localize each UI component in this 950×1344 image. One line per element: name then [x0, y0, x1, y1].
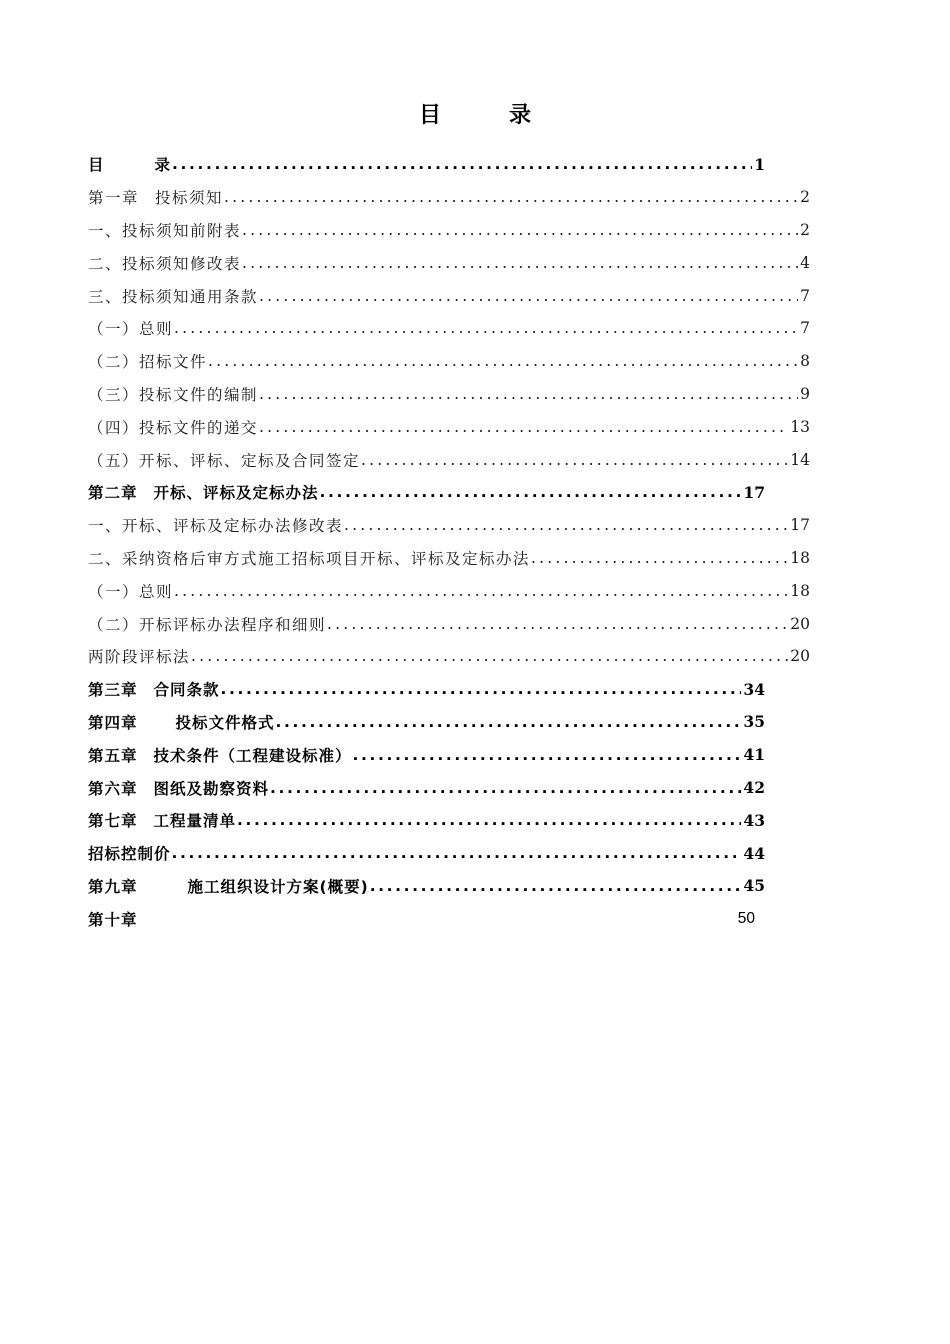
toc-entry[interactable]: [88, 476, 765, 509]
toc-entry[interactable]: [88, 673, 765, 706]
toc-page-number: 35: [743, 712, 765, 732]
toc-page-number: 43: [743, 810, 765, 830]
toc-page-number: 13: [790, 417, 810, 436]
toc-dot-leader: [208, 352, 798, 370]
toc-entry-label: 二、投标须知修改表: [88, 254, 242, 273]
toc-page-number: 20: [790, 614, 810, 633]
toc-entry-label: 三、投标须知通用条款: [88, 287, 259, 306]
toc-page-number: 18: [790, 548, 810, 567]
toc-page-number: 34: [743, 679, 765, 699]
toc-dot-leader: [224, 188, 798, 206]
toc-dot-leader: [531, 549, 788, 567]
toc-entry-label: 第七章 工程量清单: [88, 812, 237, 831]
toc-entry-label: 第六章 图纸及勘察资料: [88, 779, 270, 798]
toc-entry[interactable]: [88, 574, 810, 607]
toc-dot-leader: [221, 680, 742, 698]
toc-entry[interactable]: [88, 345, 810, 378]
toc-page-number: 7: [800, 319, 810, 338]
toc-entry-label: 第九章 施工组织设计方案(概要): [88, 877, 369, 896]
table-of-contents: [88, 148, 810, 935]
toc-entry-label: （一）总则: [88, 320, 174, 339]
toc-entry-label: （四）投标文件的递交: [88, 418, 259, 437]
toc-entry[interactable]: [88, 771, 765, 804]
toc-page-number: 18: [790, 581, 810, 600]
toc-entry-label: 第四章 投标文件格式: [88, 713, 275, 732]
toc-entry-label: （三）投标文件的编制: [88, 385, 259, 404]
toc-page-number: 8: [800, 352, 810, 371]
toc-page-number: 2: [800, 188, 810, 207]
toc-dot-leader: [172, 155, 752, 173]
toc-entry[interactable]: [88, 279, 810, 312]
toc-dot-leader: [344, 516, 788, 534]
toc-entry-label: 目 录: [88, 156, 172, 175]
toc-page-number: 17: [743, 482, 765, 502]
toc-entry[interactable]: [88, 542, 810, 575]
toc-page-number: 1: [754, 154, 765, 174]
toc-entry[interactable]: [88, 738, 765, 771]
toc-entry-label: 招标控制价: [88, 845, 171, 864]
toc-page-number: 45: [743, 876, 765, 896]
toc-entry-label: 一、开标、评标及定标办法修改表: [88, 517, 344, 536]
toc-entry[interactable]: [88, 443, 810, 476]
toc-dot-leader: [174, 582, 788, 600]
toc-entry[interactable]: [88, 640, 810, 673]
toc-dot-leader: [270, 779, 741, 797]
toc-entry-label: 第五章 技术条件（工程建设标准）: [88, 746, 352, 765]
toc-entry[interactable]: [88, 246, 810, 279]
toc-entry-label: 第二章 开标、评标及定标办法: [88, 484, 319, 503]
toc-dot-leader: [370, 877, 742, 895]
toc-entry[interactable]: [88, 607, 810, 640]
toc-dot-leader: [237, 811, 741, 829]
page-title-part2: 录: [509, 103, 532, 128]
toc-page-number: 17: [790, 516, 810, 535]
toc-page-number: 7: [800, 286, 810, 305]
toc-entry-label: （五）开标、评标、定标及合同签定: [88, 451, 361, 470]
toc-dot-leader: [174, 319, 798, 337]
toc-dot-leader: [276, 713, 742, 731]
toc-entry-label: 一、投标须知前附表: [88, 221, 242, 240]
toc-entry-label: 第十章: [88, 910, 138, 929]
toc-entry[interactable]: [88, 214, 810, 247]
toc-entry[interactable]: [88, 902, 765, 935]
toc-page-number: 41: [743, 745, 765, 765]
page-title-part1: 目: [418, 103, 441, 128]
toc-entry[interactable]: [88, 804, 765, 837]
toc-page-number: 50: [737, 909, 755, 927]
toc-entry[interactable]: [88, 870, 765, 903]
toc-entry-label: 两阶段评标法: [88, 648, 191, 667]
toc-entry-label: 第一章 投标须知: [88, 189, 224, 208]
toc-entry[interactable]: [88, 410, 810, 443]
toc-entry[interactable]: [88, 378, 810, 411]
toc-page-number: 2: [800, 220, 810, 239]
toc-dot-leader: [361, 451, 788, 469]
toc-entry-label: （二）招标文件: [88, 353, 208, 372]
toc-entry-label: 第三章 合同条款: [88, 681, 220, 700]
toc-page-number: 20: [790, 647, 810, 666]
toc-dot-leader: [259, 385, 798, 403]
toc-page-number: 44: [743, 843, 765, 863]
toc-entry[interactable]: [88, 706, 765, 739]
toc-dot-leader: [353, 746, 742, 764]
toc-dot-leader: [320, 483, 742, 501]
toc-page-number: 14: [790, 450, 810, 469]
toc-dot-leader: [191, 647, 788, 665]
toc-entry-label: （二）开标评标办法程序和细则: [88, 615, 327, 634]
toc-page-number: 9: [800, 384, 810, 403]
toc-dot-leader: [327, 615, 788, 633]
toc-page-number: 4: [800, 253, 810, 272]
page-title: [0, 98, 950, 129]
toc-entry-label: （一）总则: [88, 582, 174, 601]
toc-entry[interactable]: [88, 148, 765, 181]
toc-dot-leader: [242, 254, 798, 272]
toc-entry[interactable]: [88, 181, 810, 214]
toc-dot-leader: [172, 844, 742, 862]
toc-entry-label: 二、采纳资格后审方式施工招标项目开标、评标及定标办法: [88, 549, 531, 568]
toc-page-number: 42: [743, 778, 765, 798]
toc-dot-leader: [259, 418, 788, 436]
toc-entry[interactable]: [88, 509, 810, 542]
toc-dot-leader: [259, 287, 798, 305]
toc-entry[interactable]: [88, 312, 810, 345]
toc-entry[interactable]: [88, 837, 765, 870]
toc-dot-leader: [242, 221, 798, 239]
